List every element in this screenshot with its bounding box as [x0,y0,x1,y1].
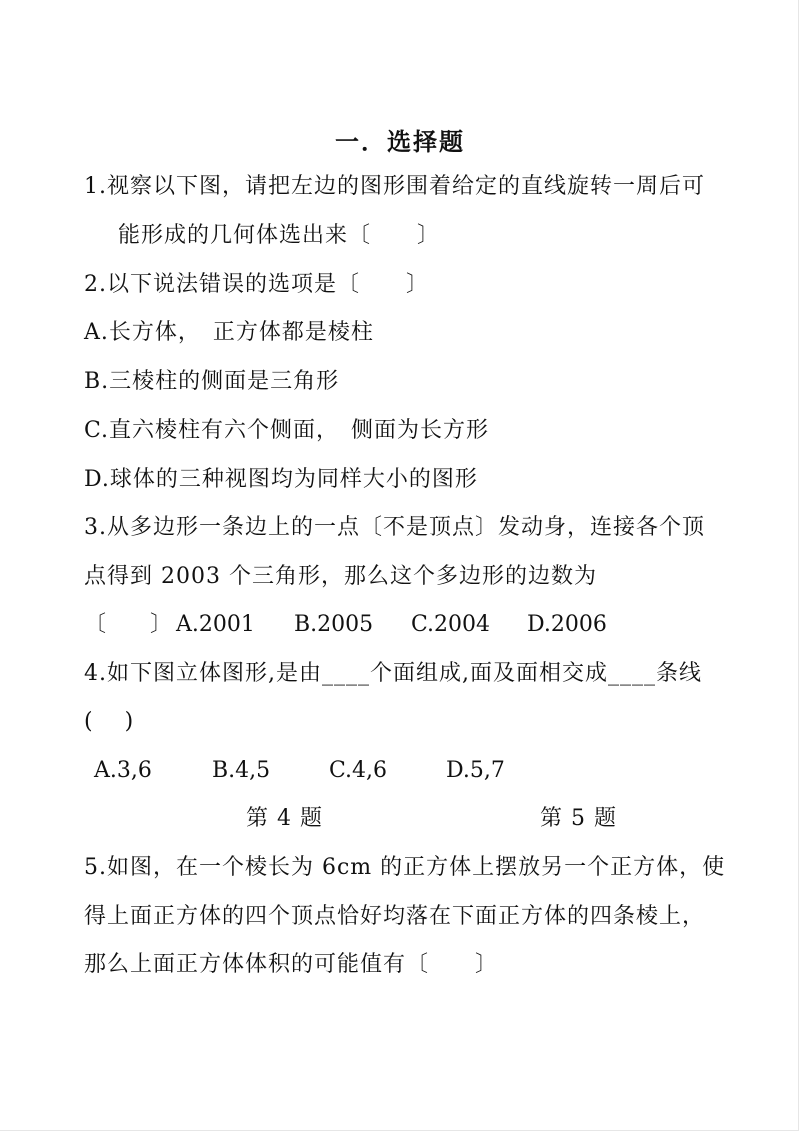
figure-4-caption: 第 4 题 [246,806,323,831]
question-3-option-b: B.2005 [294,612,374,637]
question-3-option-d: D.2006 [527,612,607,637]
question-4-bracket: ( ) [84,709,135,734]
question-3-line-2: 点得到 2003 个三角形，那么这个多边形的边数为 [84,564,597,589]
question-4-option-a: A.3,6 [94,758,152,783]
question-2-option-d: D.球体的三种视图均为同样大小的图形 [84,467,478,492]
question-5-line-1: 5.如图，在一个棱长为 6cm 的正方体上摆放另一个正方体，使 [84,855,726,880]
question-5-line-2: 得上面正方体的四个顶点恰好均落在下面正方体的四条棱上， [84,904,706,929]
question-3-option-a: A.2001 [176,612,255,637]
question-1-line-1: 1.视察以下图，请把左边的图形围着给定的直线旋转一周后可 [84,174,705,199]
question-1-line-2: 能形成的几何体选出来〔 〕 [118,223,441,248]
question-2-option-b: B.三棱柱的侧面是三角形 [84,369,340,394]
section-title: 一．选择题 [335,128,465,156]
question-4-option-b: B.4,5 [212,758,271,783]
question-3-line-1: 3.从多边形一条边上的一点〔不是顶点〕发动身，连接各个顶 [84,515,705,540]
question-5-line-3: 那么上面正方体体积的可能值有〔 〕 [84,952,499,977]
figure-5-caption: 第 5 题 [540,806,617,831]
question-4-option-c: C.4,6 [329,758,388,783]
question-2-stem: 2.以下说法错误的选项是〔 〕 [84,272,429,297]
question-4-line-1: 4.如下图立体图形,是由____个面组成,面及面相交成____条线 [84,661,702,686]
question-2-option-c: C.直六棱柱有六个侧面， 侧面为长方形 [84,418,490,443]
question-3-option-c: C.2004 [411,612,491,637]
question-3-bracket: 〔 〕 [84,612,173,637]
question-2-option-a: A.长方体， 正方体都是棱柱 [84,320,374,345]
question-4-option-d: D.5,7 [446,758,505,783]
